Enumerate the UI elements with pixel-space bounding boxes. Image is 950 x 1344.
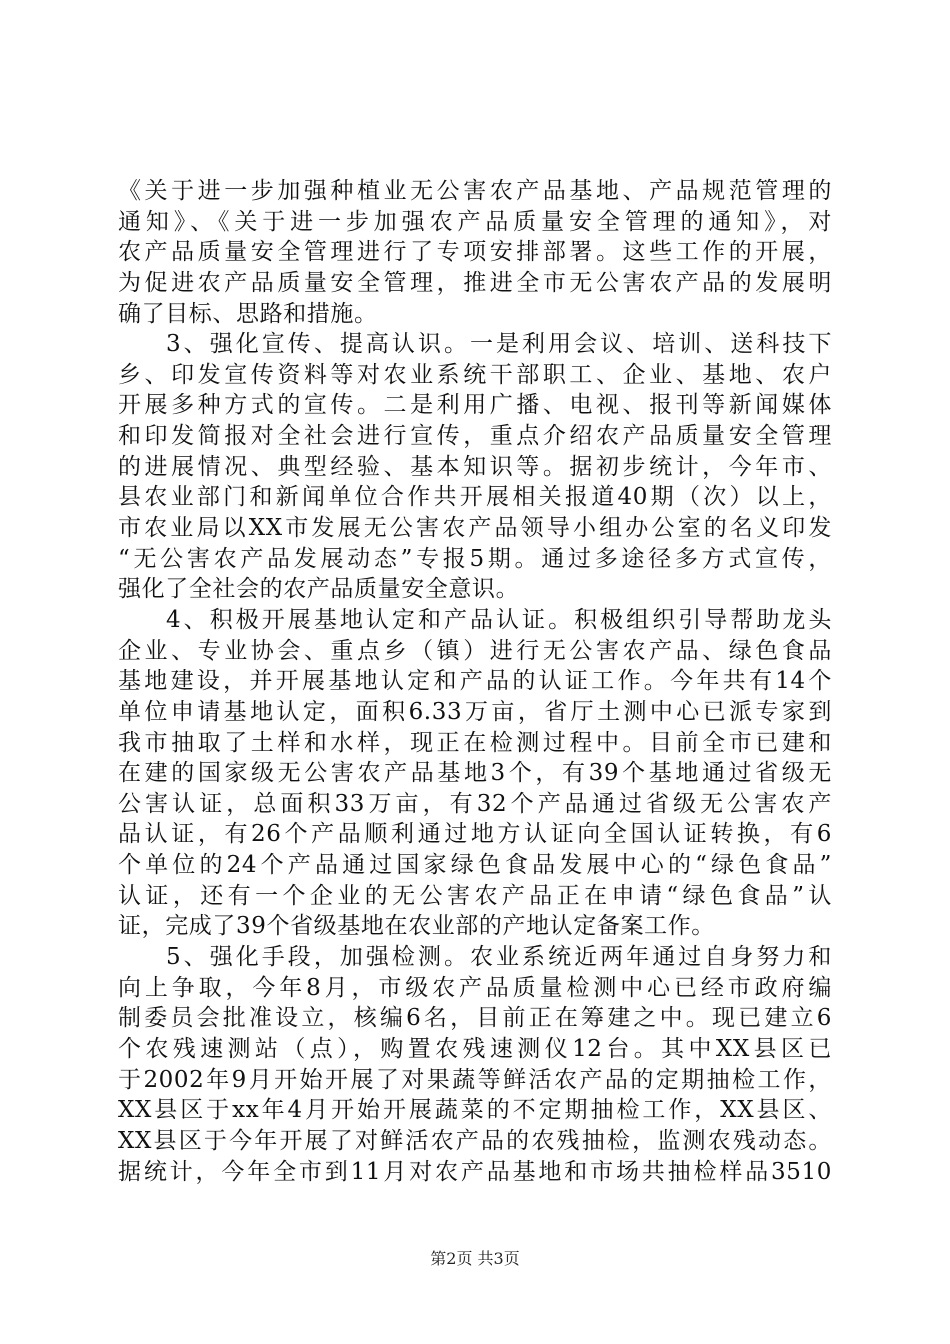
text-line: 通知》、《关于进一步加强农产品质量安全管理的通知》，对 xyxy=(118,208,832,235)
text-line: 单位申请基地认定，面积6.33万亩，省厅土测中心已派专家到 xyxy=(118,698,832,725)
text-line: 在建的国家级无公害农产品基地3个，有39个基地通过省级无 xyxy=(118,760,832,787)
text-line: 企业、专业协会、重点乡（镇）进行无公害农产品、绿色食品 xyxy=(118,637,832,664)
text-line: 强化了全社会的农产品质量安全意识。 xyxy=(118,576,520,603)
text-line: 5、强化手段，加强检测。农业系统近两年通过自身努力和 xyxy=(166,944,832,971)
text-line: 基地建设，并开展基地认定和产品的认证工作。今年共有14个 xyxy=(118,668,832,695)
text-line: 和印发简报对全社会进行宣传，重点介绍农产品质量安全管理 xyxy=(118,423,832,450)
text-line: 县农业部门和新闻单位合作共开展相关报道40期（次）以上， xyxy=(118,484,832,511)
text-line: 确了目标、思路和措施。 xyxy=(118,300,378,327)
text-line: 公害认证，总面积33万亩，有32个产品通过省级无公害农产 xyxy=(118,790,832,817)
page-footer: 第2页 共3页 xyxy=(430,1249,520,1268)
text-line: 4、积极开展基地认定和产品认证。积极组织引导帮助龙头 xyxy=(166,606,832,633)
text-line: 的进展情况、典型经验、基本知识等。据初步统计，今年市、 xyxy=(118,453,832,480)
text-line: “无公害农产品发展动态”专报5期。通过多途径多方式宣传， xyxy=(118,545,832,572)
text-line: XX县区于今年开展了对鲜活农产品的农残抽检，监测农残动态。 xyxy=(118,1127,832,1154)
document-body xyxy=(118,176,832,1187)
text-line: XX县区于xx年4月开始开展蔬菜的不定期抽检工作，XX县区、 xyxy=(118,1097,832,1124)
text-line: 制委员会批准设立，核编6名，目前正在筹建之中。现已建立6 xyxy=(118,1005,832,1032)
text-line: 证，完成了39个省级基地在农业部的产地认定备案工作。 xyxy=(118,913,715,940)
text-line: 个单位的24个产品通过国家绿色食品发展中心的“绿色食品” xyxy=(118,852,832,879)
text-line: 开展多种方式的宣传。二是利用广播、电视、报刊等新闻媒体 xyxy=(118,392,832,419)
text-line: 农产品质量安全管理进行了专项安排部署。这些工作的开展， xyxy=(118,239,832,266)
text-line: 据统计，今年全市到11月对农产品基地和市场共抽检样品3510 xyxy=(118,1158,832,1185)
text-line: 乡、印发宣传资料等对农业系统干部职工、企业、基地、农户 xyxy=(118,361,832,388)
text-line: 市农业局以XX市发展无公害农产品领导小组办公室的名义印发 xyxy=(118,515,832,542)
text-line: 向上争取，今年8月，市级农产品质量检测中心已经市政府编 xyxy=(118,974,832,1001)
text-line: 品认证，有26个产品顺利通过地方认证向全国认证转换，有6 xyxy=(118,821,832,848)
text-line: 我市抽取了土样和水样，现正在检测过程中。目前全市已建和 xyxy=(118,729,832,756)
text-line: 认证，还有一个企业的无公害农产品正在申请“绿色食品”认 xyxy=(118,882,832,909)
text-line: 《关于进一步加强种植业无公害农产品基地、产品规范管理的 xyxy=(118,178,832,204)
text-line: 为促进农产品质量安全管理，推进全市无公害农产品的发展明 xyxy=(118,269,832,296)
text-line: 于2002年9月开始开展了对果蔬等鲜活农产品的定期抽检工作， xyxy=(118,1066,832,1093)
text-line: 个农残速测站（点），购置农残速测仪12台。其中XX县区已 xyxy=(118,1035,832,1062)
text-line: 3、强化宣传、提高认识。一是利用会议、培训、送科技下 xyxy=(166,331,832,358)
